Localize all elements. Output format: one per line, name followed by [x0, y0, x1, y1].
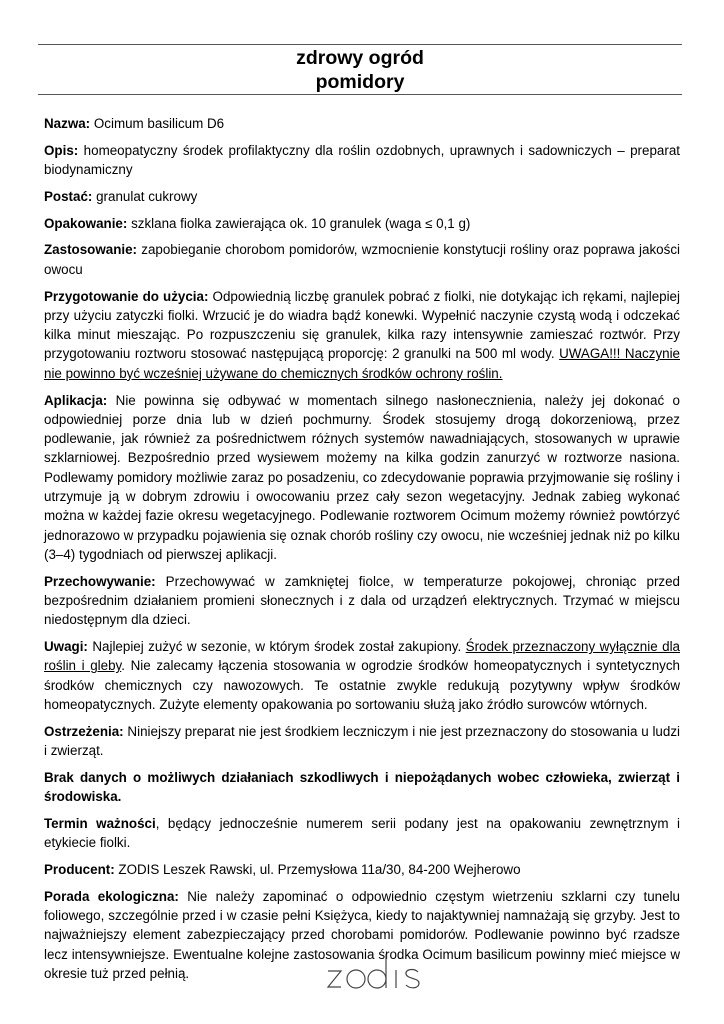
text-uwagi-after: . Nie zalecamy łączenia stosowania w ogrodzie środków homeopatycznych i syntetycznych środków chemicznych czy nawozowych. Te ostatnie zwykle redukują pozytywny wpływ środków homeopatycznych. Zużyte elementy opakowania po sortowaniu służą jako źródło surowców wtórnych.	[44, 658, 680, 713]
text-uwagi-underlined: Środek przeznaczony wyłącznie dla roślin i gleby	[44, 639, 680, 674]
section-przechowywanie	[44, 572, 680, 630]
label-aplikacja: Aplikacja:	[44, 392, 108, 408]
section-brak-danych	[44, 768, 680, 807]
title-line-1: zdrowy ogród	[296, 47, 424, 69]
label-nazwa: Nazwa:	[44, 116, 91, 131]
text-opakowanie: szklana fiolka zawierająca ok. 10 granulek (waga ≤ 0,1 g)	[127, 215, 471, 231]
label-przygotowanie: Przygotowanie do użycia:	[44, 288, 209, 304]
label-przechowywanie: Przechowywanie:	[44, 573, 156, 589]
text-nazwa: Ocimum basilicum D6	[90, 116, 225, 131]
section-uwagi	[44, 637, 680, 714]
label-zastosowanie: Zastosowanie:	[44, 242, 138, 258]
text-zastosowanie: zapobieganie chorobom pomidorów, wzmocnienie konstytucji rośliny oraz poprawa jakości owocu	[44, 242, 680, 277]
bottom-rule	[38, 94, 682, 95]
text-postac: granulat cukrowy	[92, 188, 198, 204]
section-przygotowanie	[44, 287, 680, 383]
leaflet-body	[44, 114, 680, 991]
top-rule	[38, 44, 682, 45]
section-producent	[44, 860, 680, 879]
text-uwagi-before: Najlepiej zużyć w sezonie, w którym środek został zakupiony.	[87, 639, 466, 655]
label-opakowanie: Opakowanie:	[44, 215, 128, 231]
section-nazwa	[44, 114, 680, 133]
text-brak-danych: Brak danych o możliwych działaniach szkodliwych i niepożądanych wobec człowieka, zwierząt i środowiska.	[44, 769, 680, 805]
page-title	[38, 46, 682, 94]
label-opis: Opis:	[44, 142, 79, 158]
section-opis	[44, 141, 680, 180]
text-ostrzezenia: Niniejszy preparat nie jest środkiem leczniczym i nie jest przeznaczony do stosowania u ludzi i zwierząt.	[44, 723, 680, 759]
text-porada: Nie należy zapominać o odpowiednio częstym wietrzeniu szklarni czy tunelu foliowego, szczególnie przed i w czasie pełni Księżyca, kiedy to najaktywniej namnażają się grzyby. Jest to najważniejszy element zabezpieczający przed chorobami pomidorów. Podlewanie powinno być rzadsze lecz intensywniejsze. Ewentualne kolejne zastosowania środka Ocimum basilicum powinny mieć miejsce w okresie tuż przed pełnią.	[44, 888, 680, 982]
section-ostrzezenia	[44, 722, 680, 761]
label-producent: Producent:	[44, 862, 115, 878]
text-przechowywanie: Przechowywać w zamkniętej fiolce, w temperaturze pokojowej, chroniąc przed bezpośrednim działaniem promieni słonecznych i z dala od urządzeń elektrycznych. Trzymać w miejscu niedostępnym dla dzieci.	[44, 573, 680, 628]
text-producent: ZODIS Leszek Rawski, ul. Przemysłowa 11a/30, 84-200 Wejherowo	[114, 862, 521, 878]
text-przygotowanie: Odpowiednią liczbę granulek pobrać z fiolki, nie dotykając ich rękami, najlepiej przy użyciu zatyczki fiolki. Wrzucić je do wiadra bądź konewki. Wypełnić naczynie czystą wodą i odczekać kilka minut mieszając. Po rozpuszczeniu się granulek, kilka razy intensywnie zamieszać roztwór. Przy przygotowaniu roztworu stosować następującą proporcję: 2 granulki na 500 ml wody.	[44, 288, 680, 362]
section-aplikacja	[44, 391, 680, 565]
section-zastosowanie	[44, 240, 680, 279]
title-line-2: pomidory	[315, 71, 405, 93]
label-termin: Termin ważności	[44, 816, 156, 831]
label-ostrzezenia: Ostrzeżenia:	[44, 723, 124, 739]
zodis-logo	[326, 951, 426, 997]
text-opis: homeopatyczny środek profilaktyczny dla roślin ozdobnych, uprawnych i sadowniczych – preparat biodynamiczny	[44, 142, 680, 178]
label-porada: Porada ekologiczna:	[44, 888, 179, 904]
text-aplikacja: Nie powinna się odbywać w momentach silnego nasłonecznienia, należy jej dokonać o odpowiedniej porze dnia lub w dzień pochmurny. Środek stosujemy drogą dokorzeniową, przez podlewanie, jak również za pośrednictwem różnych systemów nawadniających, stosowanych w uprawie szklarniowej. Bezpośrednio przed wysiewem możemy na kilka godzin zanurzyć w roztworze nasiona. Podlewamy pomidory możliwie zaraz po posadzeniu, co zdecydowanie poprawia przyjmowanie się rośliny i utrzymuje ją w dobrym zdrowiu i owocowaniu przez cały sezon wegetacyjny. Jednak zabieg wykonać można w każdej fazie okresu wegetacyjnego. Podlewanie roztworem Ocimum możemy również powtórzyć jednorazowo w przypadku pojawienia się oznak chorób rośliny czy owocu, nie wcześniej jednak niż po kilku (3–4) tygodniach od pierwszej aplikacji.	[44, 392, 680, 562]
label-uwagi: Uwagi:	[44, 639, 88, 655]
section-opakowanie	[44, 214, 680, 233]
section-termin	[44, 814, 680, 853]
warning-przygotowanie: UWAGA!!! Naczynie nie powinno być wcześniej używane do chemicznych środków ochrony roślin.	[44, 346, 681, 381]
label-postac: Postać:	[44, 188, 93, 204]
text-termin: , będący jednocześnie numerem serii podany jest na opakowaniu zewnętrznym i etykiecie fiolki.	[44, 816, 680, 851]
section-postac	[44, 187, 680, 206]
